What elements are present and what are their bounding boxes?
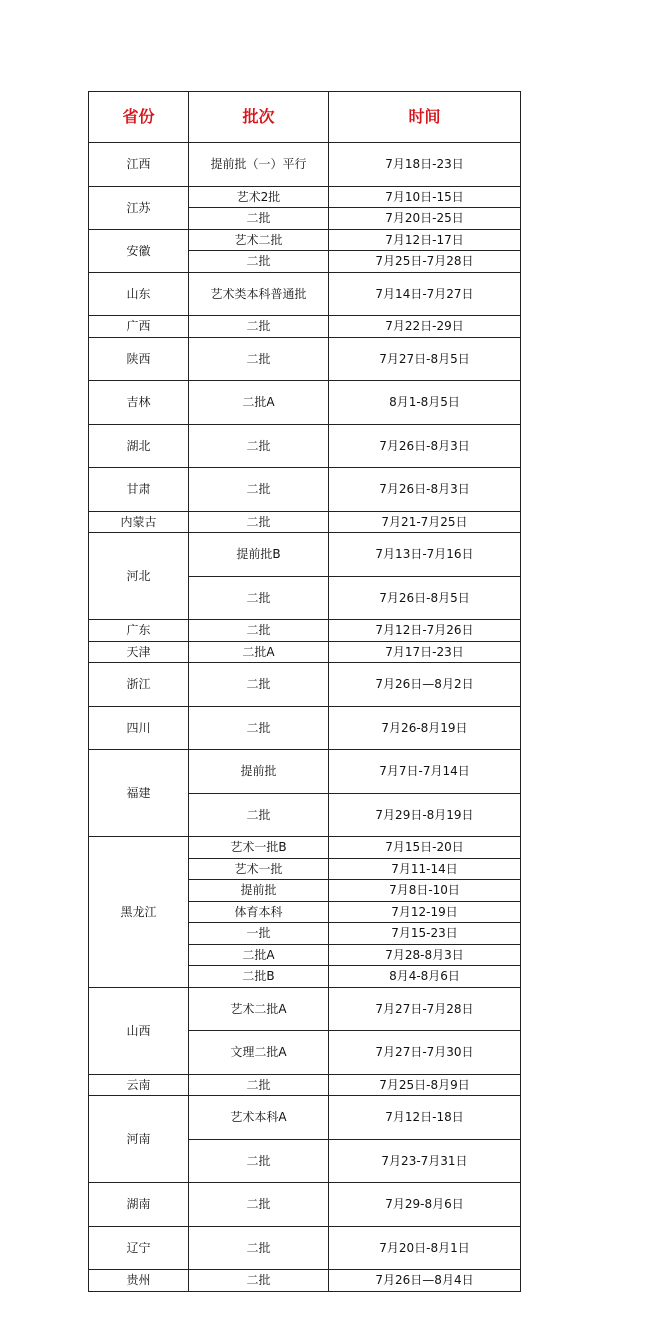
time-cell: 7月13日-7月16日 (329, 533, 521, 577)
table-row (89, 663, 521, 707)
time-cell: 7月21-7月25日 (329, 511, 521, 533)
table-row (89, 424, 521, 468)
time-cell: 7月8日-10日 (329, 880, 521, 902)
province-cell: 山西 (89, 987, 189, 1074)
table-row (89, 837, 521, 859)
batch-cell: 二批 (189, 1183, 329, 1227)
province-cell: 湖南 (89, 1183, 189, 1227)
time-cell: 7月29-8月6日 (329, 1183, 521, 1227)
province-cell: 辽宁 (89, 1226, 189, 1270)
batch-cell: 艺术类本科普通批 (189, 272, 329, 316)
batch-cell: 二批 (189, 706, 329, 750)
province-cell: 湖北 (89, 424, 189, 468)
time-cell: 7月15-23日 (329, 923, 521, 945)
province-cell: 天津 (89, 641, 189, 663)
table-row (89, 706, 521, 750)
batch-cell: 体育本科 (189, 901, 329, 923)
batch-cell: 二批 (189, 620, 329, 642)
table-body (89, 143, 521, 1292)
table-row (89, 229, 521, 251)
time-cell: 7月12日-7月26日 (329, 620, 521, 642)
batch-cell: 艺术二批A (189, 987, 329, 1031)
table-row (89, 1270, 521, 1292)
table-row (89, 186, 521, 208)
batch-cell: 二批 (189, 208, 329, 230)
table-row (89, 272, 521, 316)
batch-cell: 一批 (189, 923, 329, 945)
header-batch: 批次 (189, 92, 329, 143)
header-province: 省份 (89, 92, 189, 143)
batch-cell: 提前批（一）平行 (189, 143, 329, 187)
time-cell: 7月11-14日 (329, 858, 521, 880)
time-cell: 7月25日-7月28日 (329, 251, 521, 273)
province-cell: 山东 (89, 272, 189, 316)
province-cell: 云南 (89, 1074, 189, 1096)
province-cell: 四川 (89, 706, 189, 750)
batch-cell: 艺术本科A (189, 1096, 329, 1140)
time-cell: 7月29日-8月19日 (329, 793, 521, 837)
batch-cell: 二批A (189, 944, 329, 966)
time-cell: 7月26日-8月3日 (329, 468, 521, 512)
province-cell: 甘肃 (89, 468, 189, 512)
admission-schedule-table (88, 91, 521, 1292)
table-row (89, 533, 521, 577)
batch-cell: 二批 (189, 663, 329, 707)
table-row (89, 620, 521, 642)
batch-cell: 二批 (189, 424, 329, 468)
province-cell: 广西 (89, 316, 189, 338)
province-cell: 吉林 (89, 381, 189, 425)
province-cell: 河南 (89, 1096, 189, 1183)
time-cell: 7月23-7月31日 (329, 1139, 521, 1183)
province-cell: 广东 (89, 620, 189, 642)
province-cell: 陕西 (89, 337, 189, 381)
batch-cell: 艺术2批 (189, 186, 329, 208)
batch-cell: 二批A (189, 641, 329, 663)
province-cell: 江西 (89, 143, 189, 187)
batch-cell: 二批 (189, 1074, 329, 1096)
table-row (89, 468, 521, 512)
batch-cell: 二批 (189, 1270, 329, 1292)
table-row (89, 1226, 521, 1270)
time-cell: 7月12日-18日 (329, 1096, 521, 1140)
time-cell: 7月17日-23日 (329, 641, 521, 663)
table-row (89, 337, 521, 381)
time-cell: 7月10日-15日 (329, 186, 521, 208)
time-cell: 7月7日-7月14日 (329, 750, 521, 794)
time-cell: 8月4-8月6日 (329, 966, 521, 988)
batch-cell: 二批 (189, 251, 329, 273)
batch-cell: 二批 (189, 1226, 329, 1270)
table-row (89, 511, 521, 533)
batch-cell: 二批 (189, 468, 329, 512)
time-cell: 7月22日-29日 (329, 316, 521, 338)
time-cell: 7月26日-8月3日 (329, 424, 521, 468)
batch-cell: 提前批B (189, 533, 329, 577)
time-cell: 7月12日-17日 (329, 229, 521, 251)
batch-cell: 二批 (189, 511, 329, 533)
time-cell: 7月28-8月3日 (329, 944, 521, 966)
province-cell: 江苏 (89, 186, 189, 229)
table-row (89, 1074, 521, 1096)
batch-cell: 文理二批A (189, 1031, 329, 1075)
time-cell: 7月20日-8月1日 (329, 1226, 521, 1270)
batch-cell: 二批 (189, 793, 329, 837)
batch-cell: 二批 (189, 1139, 329, 1183)
batch-cell: 二批 (189, 316, 329, 338)
time-cell: 7月12-19日 (329, 901, 521, 923)
batch-cell: 提前批 (189, 880, 329, 902)
time-cell: 8月1-8月5日 (329, 381, 521, 425)
table-row (89, 316, 521, 338)
batch-cell: 二批 (189, 337, 329, 381)
table-row (89, 641, 521, 663)
province-cell: 福建 (89, 750, 189, 837)
time-cell: 7月15日-20日 (329, 837, 521, 859)
province-cell: 黑龙江 (89, 837, 189, 988)
batch-cell: 二批 (189, 576, 329, 620)
table-row (89, 1183, 521, 1227)
province-cell: 安徽 (89, 229, 189, 272)
time-cell: 7月26日—8月2日 (329, 663, 521, 707)
province-cell: 河北 (89, 533, 189, 620)
table-row (89, 143, 521, 187)
table-row (89, 381, 521, 425)
province-cell: 浙江 (89, 663, 189, 707)
time-cell: 7月14日-7月27日 (329, 272, 521, 316)
time-cell: 7月27日-8月5日 (329, 337, 521, 381)
header-row (89, 92, 521, 143)
time-cell: 7月26日-8月5日 (329, 576, 521, 620)
province-cell: 贵州 (89, 1270, 189, 1292)
time-cell: 7月20日-25日 (329, 208, 521, 230)
table-row (89, 750, 521, 794)
province-cell: 内蒙古 (89, 511, 189, 533)
header-time: 时间 (329, 92, 521, 143)
batch-cell: 艺术一批B (189, 837, 329, 859)
time-cell: 7月26-8月19日 (329, 706, 521, 750)
table-row (89, 987, 521, 1031)
time-cell: 7月27日-7月28日 (329, 987, 521, 1031)
time-cell: 7月26日—8月4日 (329, 1270, 521, 1292)
batch-cell: 艺术二批 (189, 229, 329, 251)
time-cell: 7月25日-8月9日 (329, 1074, 521, 1096)
time-cell: 7月18日-23日 (329, 143, 521, 187)
time-cell: 7月27日-7月30日 (329, 1031, 521, 1075)
batch-cell: 艺术一批 (189, 858, 329, 880)
batch-cell: 二批B (189, 966, 329, 988)
batch-cell: 二批A (189, 381, 329, 425)
table-row (89, 1096, 521, 1140)
batch-cell: 提前批 (189, 750, 329, 794)
